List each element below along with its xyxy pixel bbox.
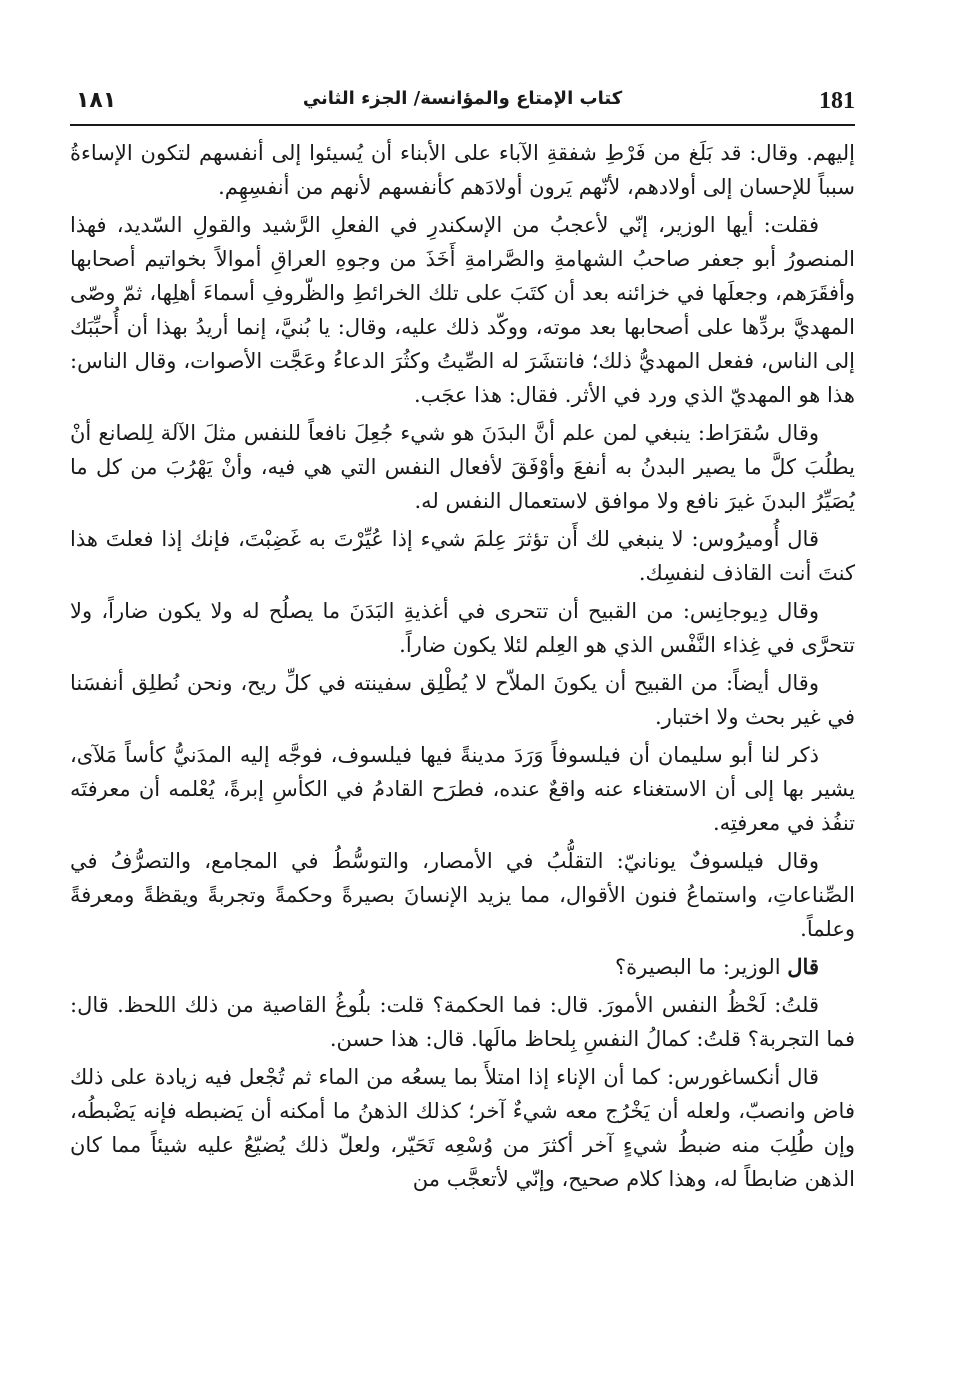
paragraph <box>70 950 855 984</box>
header-rule <box>70 124 855 126</box>
paragraph: وقال دِيوجانِس: من القبيح أن تتحرى في أغذيةِ البَدَنَ ما يصلُح له ولا يكون ضاراً، ولا تتحرَّى في غِذاء النَّفْس الذي هو العِلم لئلا يكون ضاراً. <box>70 599 855 657</box>
paragraph: فقلت: أيها الوزير، إنّي لأعجبُ من الإسكندرِ في الفعلِ الرَّشيد والقولِ السّديد، فهذا المنصورُ أبو جعفر صاحبُ الشهامةِ والصَّرامةِ أَخَذَ من وجوهِ العراقِ أموالاً بخواتيم أصحابها وأفقَرَهم، وجعلَها في خزائنه بعد أن كتَبَ على تلك الخرائطِ والظّروفِ أسماءَ أهلِها، ثمّ وصّى المهديَّ بردِّها على أصحابها بعد موته، ووكّد ذلك عليه، وقال: يا بُنيَّ، إنما أريدُ بهذا أن أُحبِّبَك إلى الناس، ففعل المهديُّ ذلك؛ فانتشَرَ له الصِّيتُ وكثُرَ الدعاءُ وعَجَّت الأصوات، وقال الناس: هذا هو المهديّ الذي ورد في الأثر. فقال: هذا عجَب. <box>70 213 855 407</box>
body-text <box>70 136 855 1200</box>
bold-lead-word: قال <box>787 954 819 979</box>
paragraph: وقال أيضاً: من القبيح أن يكونَ الملاّح لا يُطْلِق سفينته في كلِّ ريح، ونحن نُطلِق أنفسَنا في غير بحث ولا اختبار. <box>70 671 855 729</box>
paragraph: إليهم. وقال: قد بَلَغ من فَرْطِ شفقةِ الآباء على الأبناء أن يُسيئوا إلى أنفسهم لتكون الإساءةُ سبباً للإحسان إلى أولادهم، لأنّهم يَرون أولادَهم كأنفسهم لأنهم من أنفسِهِم. <box>70 141 855 199</box>
paragraph: قلتُ: لَحْظُ النفس الأمورَ. قال: فما الحكمة؟ قلت: بلُوغُ القاصية من ذلك اللحظ. قال: فما التجربة؟ قلتُ: كمالُ النفسِ بِلحاظ مالَها. قال: هذا حسن. <box>70 993 855 1051</box>
paragraph: ذكر لنا أبو سليمان أن فيلسوفاً وَرَدَ مدينةً فيها فيلسوف، فوجَّه إليه المدَنيُّ كأساً مَلآى، يشير بها إلى أن الاستغناء عنه واقعٌ عنده، فطرَح القادمُ في الكأسِ إبرةً، يُعْلمه أن معرفتَه تنفُذ في معرفتِه. <box>70 743 855 835</box>
page-number-arabic: ١٨١ <box>76 88 117 113</box>
running-title: كتاب الإمتاع والمؤانسة/ الجزء الثاني <box>302 88 623 109</box>
paragraph: قال أنكساغورس: كما أن الإناء إذا امتلأَ بما يسعُه من الماء ثم تُجْعل فيه زيادة على ذلك فاض وانصبّ، ولعله أن يَخْرُج معه شيءٌ آخر؛ كذلك الذهنُ ما أمكنه أن يَضبطه فإنه يَضْبطُه، وإن طُلِبَ منه ضبطُ شيءٍ آخر أكثرَ من وُسْعِه تَحَيّر، ولعلّ ذلك يُضيّعُ عليه شيئاً مما كان الذهن ضابطاً له، وهذا كلام صحيح، وإنّي لأتعجَّب من <box>70 1065 855 1191</box>
paragraph: وقال سُقرَاط: ينبغي لمن علم أنَّ البدَنَ هو شيء جُعِلَ نافعاً للنفس مثلَ الآلة لِلصانع أنْ يطلُبَ كلَّ ما يصير البدنُ به أنفعَ وأوْفَقَ لأفعال النفس التي هي فيه، وأنْ يَهْرُبَ من كل ما يُصَيِّرُ البدنَ غيرَ نافع ولا موافق لاستعمال النفس له. <box>70 421 855 513</box>
page-header <box>70 82 855 122</box>
book-page <box>70 0 855 1394</box>
page-number-latin: 181 <box>819 88 855 114</box>
paragraph: وقال فيلسوفٌ يونانيّ: التقلُّبُ في الأمصار، والتوسُّطُ في المجامع، والتصرُّفُ في الصِّناعاتِ، واستماعُ فنون الأقوال، مما يزيد الإنسانَ بصيرةً وحكمةً وتجربةً ويقظةً ومعرفةً وعلماً. <box>70 849 855 941</box>
paragraph-text: الوزير: ما البصيرة؟ <box>615 955 788 979</box>
paragraph: قال أُوميرُوس: لا ينبغي لك أَن تؤثرَ عِلمَ شيء إذا عُيِّرْتَ به غَضِبْتَ، فإنك إذا فعلتَ هذا كنتَ أنت القاذف لنفسِك. <box>70 527 855 585</box>
